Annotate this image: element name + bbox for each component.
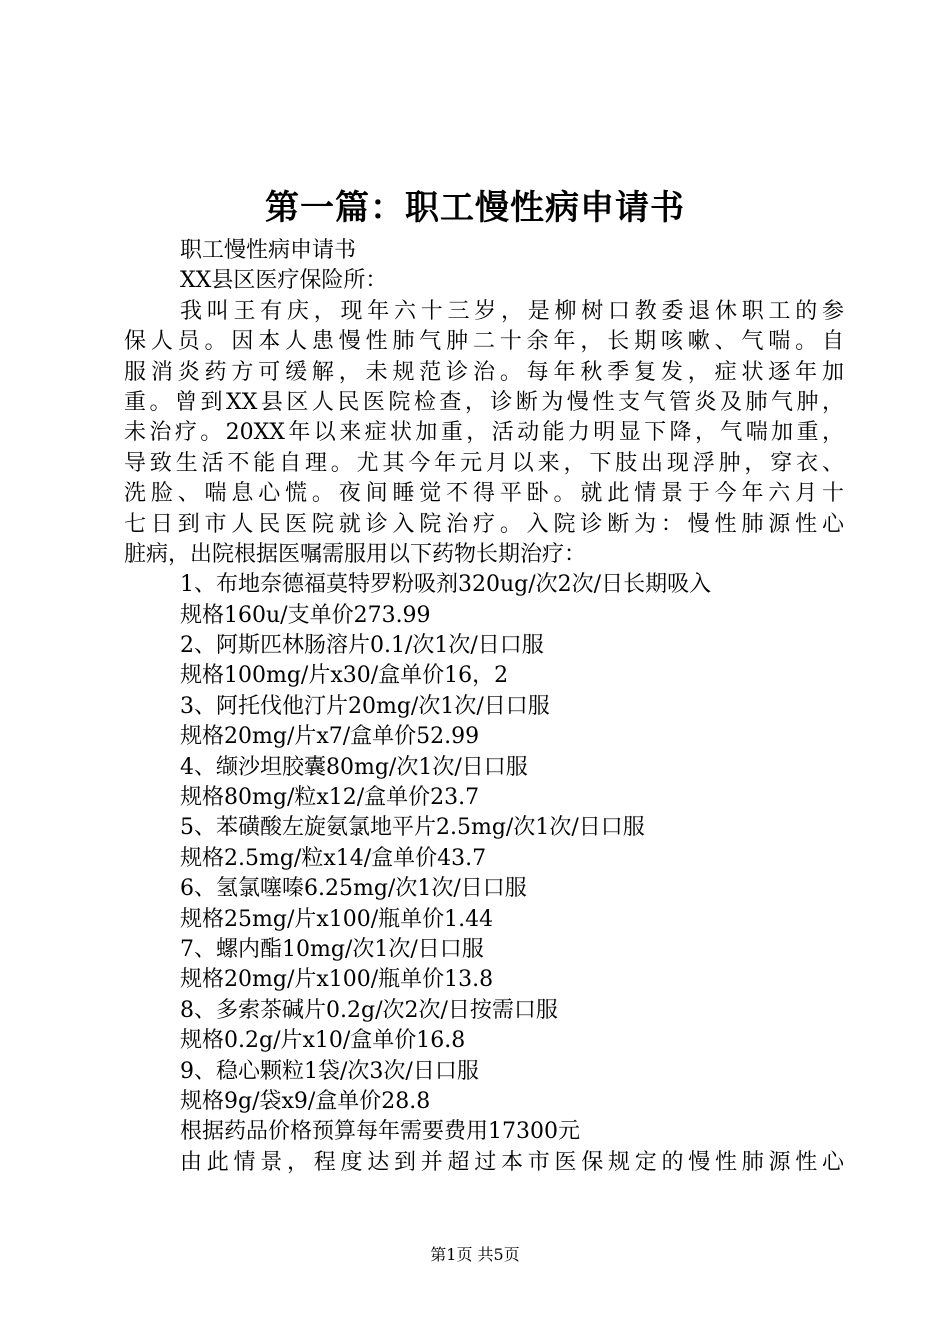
body-line: 我叫王有庆，现年六十三岁，是柳树口教委退休职工的参 — [180, 298, 844, 324]
medication-spec: 规格160u/支单价273.99 — [180, 602, 431, 628]
document-body — [124, 236, 844, 1178]
medication-item: 3、阿托伐他汀片20mg/次1次/日口服 — [180, 693, 550, 719]
document-title: 第一篇：职工慢性病申请书 — [265, 188, 685, 228]
body-line: 服消炎药方可缓解，未规范诊治。每年秋季复发，症状逐年加 — [124, 359, 844, 385]
medication-item: 7、螺内酯10mg/次1次/日口服 — [180, 936, 484, 962]
medication-spec: 规格2.5mg/粒x14/盒单价43.7 — [180, 845, 487, 871]
medication-spec: 规格25mg/片x100/瓶单价1.44 — [180, 906, 494, 932]
medication-spec: 规格20mg/片x7/盒单价52.99 — [180, 724, 480, 750]
medication-item: 8、多索茶碱片0.2g/次2次/日按需口服 — [180, 997, 558, 1023]
body-line: 职工慢性病申请书 — [180, 238, 357, 263]
body-line: 保人员。因本人患慢性肺气肿二十余年，长期咳嗽、气喘。自 — [124, 329, 844, 355]
medication-spec: 规格9g/袋x9/盒单价28.8 — [180, 1088, 431, 1114]
medication-spec: 规格80mg/粒x12/盒单价23.7 — [180, 785, 480, 811]
body-line: 导致生活不能自理。尤其今年元月以来，下肢出现浮肿，穿衣、 — [124, 450, 844, 476]
medication-item: 1、布地奈德福莫特罗粉吸剂320ug/次2次/日长期吸入 — [180, 572, 712, 598]
medication-item: 6、氢氯噻嗪6.25mg/次1次/日口服 — [180, 876, 527, 902]
body-line: 七日到市人民医院就诊入院治疗。入院诊断为：慢性肺源性心 — [124, 511, 844, 537]
medication-item: 4、缬沙坦胶囊80mg/次1次/日口服 — [180, 754, 528, 780]
body-line: 未治疗。20XX年以来症状加重，活动能力明显下降，气喘加重， — [124, 420, 844, 446]
medication-spec: 规格100mg/片x30/盒单价16，2 — [180, 663, 509, 689]
medication-item: 2、阿斯匹林肠溶片0.1/次1次/日口服 — [180, 633, 544, 659]
page-footer: 第1页 共5页 — [430, 1245, 520, 1264]
medication-item: 9、稳心颗粒1袋/次3次/日口服 — [180, 1058, 479, 1084]
body-line: 脏病，出院根据医嘱需服用以下药物长期治疗： — [124, 541, 587, 567]
body-line: 重。曾到XX县区人民医院检查，诊断为慢性支气管炎及肺气肿， — [124, 389, 844, 415]
body-line: 由此情景，程度达到并超过本市医保规定的慢性肺源性心 — [180, 1149, 844, 1175]
body-line: 洗脸、喘息心慌。夜间睡觉不得平卧。就此情景于今年六月十 — [124, 481, 844, 507]
body-line: 根据药品价格预算每年需要费用17300元 — [180, 1119, 580, 1145]
body-line: XX县区医疗保险所： — [180, 268, 388, 294]
medication-item: 5、苯磺酸左旋氨氯地平片2.5mg/次1次/日口服 — [180, 815, 645, 841]
medication-spec: 规格0.2g/片x10/盒单价16.8 — [180, 1028, 466, 1054]
medication-spec: 规格20mg/片x100/瓶单价13.8 — [180, 967, 494, 993]
